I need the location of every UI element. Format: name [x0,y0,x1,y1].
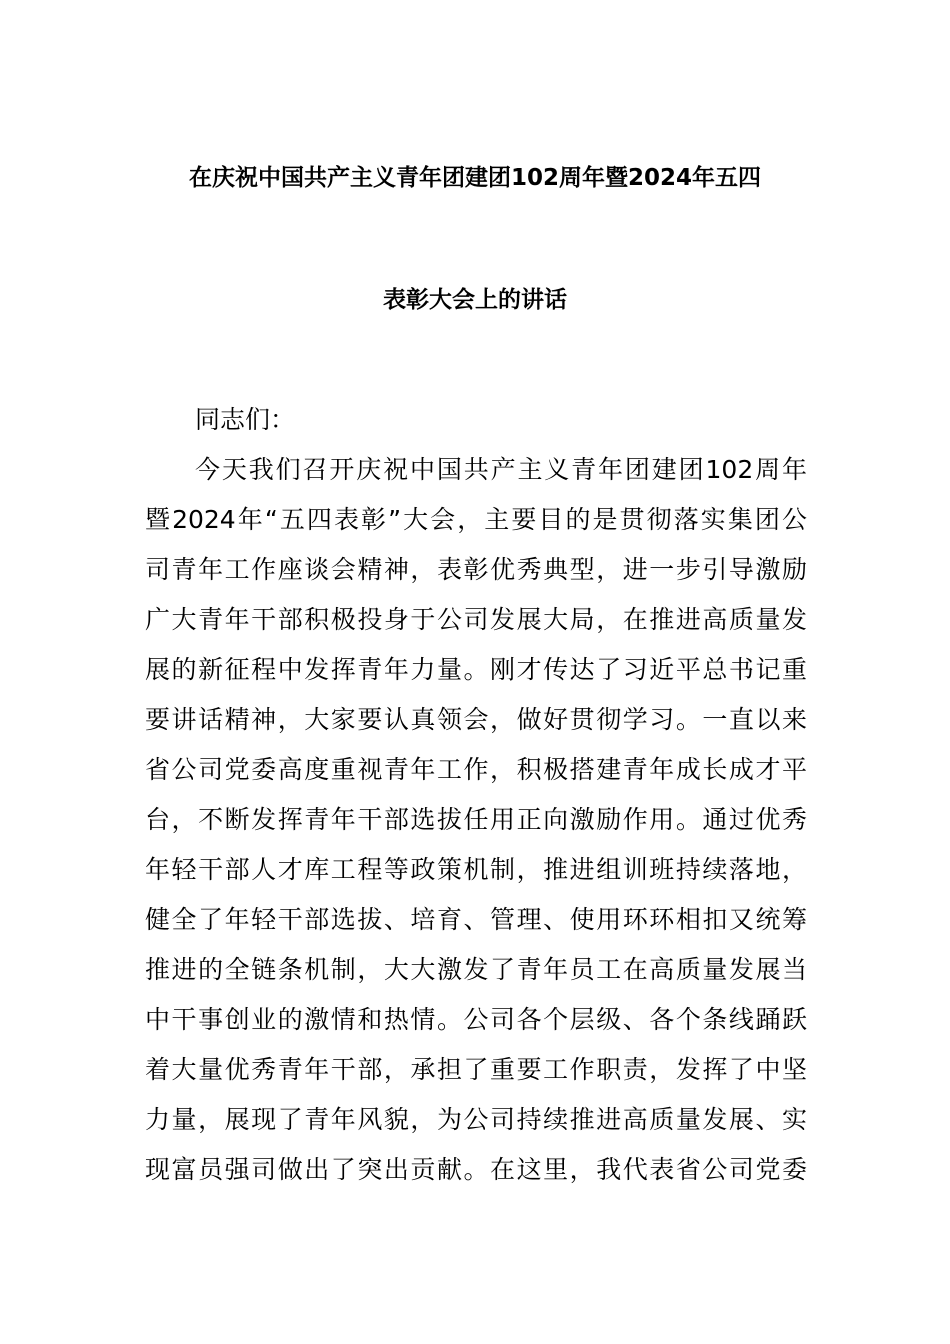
paragraph-line: 中干事创业的激情和热情。公司各个层级、各个条线踊跃 [145,1005,807,1034]
paragraph-line: 推进的全链条机制，大大激发了青年员工在高质量发展当 [145,955,807,984]
paragraph-line: 今天我们召开庆祝中国共产主义青年团建团102周年 [195,455,807,484]
paragraph-line: 司青年工作座谈会精神，表彰优秀典型，进一步引导激励 [145,555,807,584]
paragraph-line: 力量，展现了青年风貌，为公司持续推进高质量发展、实 [145,1105,807,1134]
paragraph-line: 要讲话精神，大家要认真领会，做好贯彻学习。一直以来 [145,705,807,734]
paragraph-line: 健全了年轻干部选拔、培育、管理、使用环环相扣又统筹 [145,905,807,934]
paragraph-line: 现富员强司做出了突出贡献。在这里，我代表省公司党委 [145,1155,807,1184]
paragraph-line: 展的新征程中发挥青年力量。刚才传达了习近平总书记重 [145,655,807,684]
paragraph-line: 暨2024年“五四表彰”大会，主要目的是贯彻落实集团公 [145,505,807,534]
paragraph-line: 着大量优秀青年干部，承担了重要工作职责，发挥了中坚 [145,1055,807,1084]
paragraph-line: 台，不断发挥青年干部选拔任用正向激励作用。通过优秀 [145,805,807,834]
paragraph-line: 省公司党委高度重视青年工作，积极搭建青年成长成才平 [145,755,807,784]
paragraph-line: 年轻干部人才库工程等政策机制，推进组训班持续落地， [145,855,807,884]
title-line-2: 表彰大会上的讲话 [383,287,567,313]
salutation: 同志们： [195,405,296,434]
title-line-1: 在庆祝中国共产主义青年团建团102周年暨2024年五四 [188,165,762,191]
paragraph-line: 广大青年干部积极投身于公司发展大局，在推进高质量发 [145,605,807,634]
